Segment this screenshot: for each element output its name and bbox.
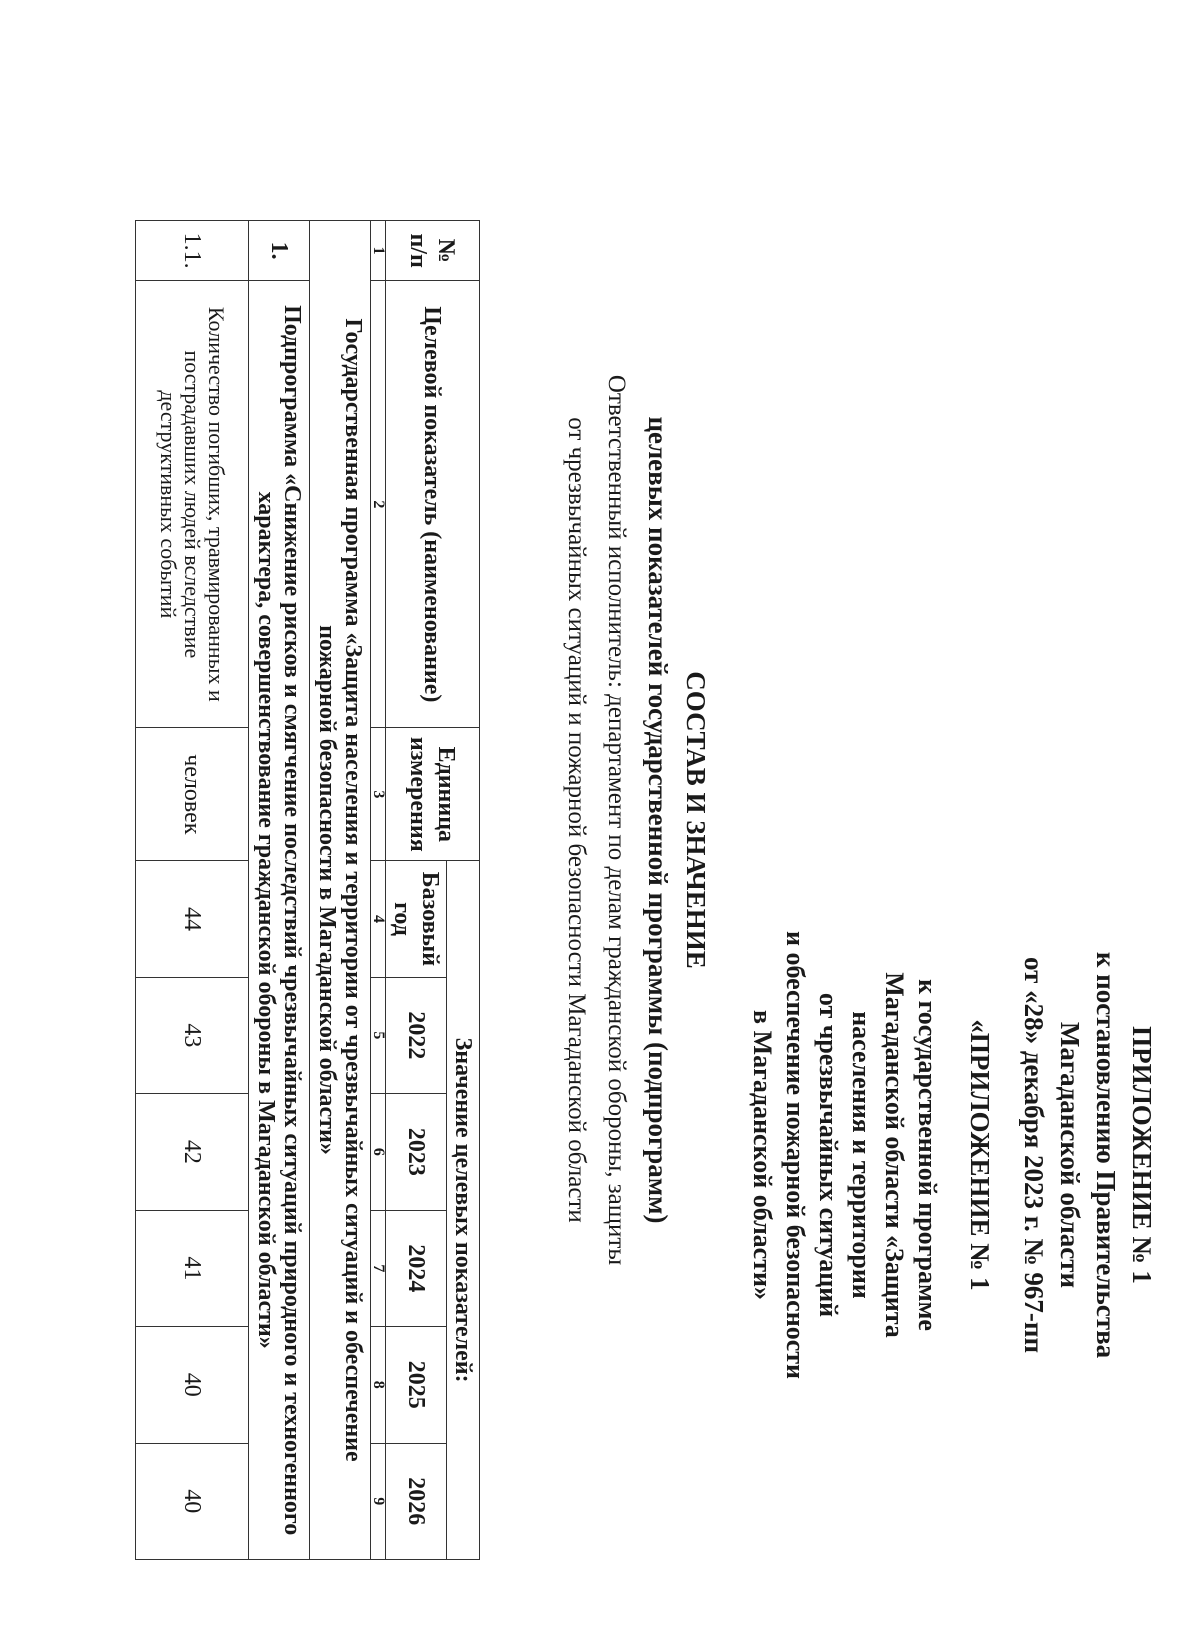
appendix-line: к постановлению Правительства [1091,951,1121,1359]
row-value: 42 [136,1094,249,1210]
program-row [310,221,371,1560]
row-value: 40 [136,1327,249,1443]
header-name: Целевой показатель (наименование) [386,281,480,728]
appendix-line: Магаданской области [1055,1021,1085,1289]
program-title: Государственная программа «Защита населения и территории от чрезвычайных ситуаций и обеспечение пожарной безопасности в Магаданской области» [310,221,371,1560]
header-year: 2023 [386,1094,447,1210]
appendix-line: Магаданской области «Защита [880,972,909,1338]
responsible-line: Ответственный исполнитель: департамент по делам гражданской обороны, защиты [603,374,630,1266]
appendix-line: от чрезвычайных ситуаций [814,992,843,1318]
appendix-line: в Магаданской области» [748,1010,777,1300]
document-subtitle: целевых показателей государственной программы (подпрограмм) [643,416,673,1224]
row-name: Количество погибших, травмированных и пострадавших людей вследствие деструктивных событий [136,281,249,728]
header-unit: Единица измерения [386,728,480,861]
table-row [136,221,249,1560]
header-row [447,221,480,1560]
appendix-title: ПРИЛОЖЕНИЕ № 1 [1127,1026,1157,1284]
header-year: 2025 [386,1327,447,1443]
responsible-line: от чрезвычайных ситуаций и пожарной безопасности Магаданской области [563,417,590,1223]
column-number: 4 [371,861,386,977]
column-number: 8 [371,1327,386,1443]
document-page [10,20,1180,1620]
header-year: 2026 [386,1443,447,1560]
row-value: 41 [136,1210,249,1326]
document-title: СОСТАВ И ЗНАЧЕНИЕ [681,671,711,969]
column-number: 9 [371,1443,386,1560]
row-unit: человек [136,728,249,861]
subprogram-title: Подпрограмма «Снижение рисков и смягчение последствий чрезвычайных ситуаций природного и техногенного характера, совершенствование гражданской обороны в Магаданской области» [249,281,310,1560]
column-number: 5 [371,977,386,1093]
appendix-line: и обеспечение пожарной безопасности [781,930,810,1379]
header-year: 2022 [386,977,447,1093]
row-base: 44 [136,861,249,977]
column-number: 7 [371,1210,386,1326]
appendix-date: от «28» декабря 2023 г. № 967-пп [1019,956,1049,1354]
indicators-table [135,220,480,1560]
appendix-block [746,835,1160,1475]
column-number: 6 [371,1094,386,1210]
column-number: 1 [371,221,386,281]
column-number: 3 [371,728,386,861]
appendix-line: населения и территории [847,1011,876,1299]
row-value: 43 [136,977,249,1093]
subprogram-num: 1. [249,221,310,281]
row-num: 1.1. [136,221,249,281]
subprogram-row [249,221,310,1560]
appendix-line: к государственной программе [913,979,942,1331]
header-base-year: Базовый год [386,861,447,977]
column-numbers-row [371,221,386,1560]
column-number: 2 [371,281,386,728]
appendix-title-2: «ПРИЛОЖЕНИЕ № 1 [965,1019,995,1291]
document-heading [559,20,715,1620]
header-num: № п/п [386,221,480,281]
header-year: 2024 [386,1210,447,1326]
row-value: 40 [136,1443,249,1560]
header-values: Значение целевых показателей: [447,861,480,1560]
